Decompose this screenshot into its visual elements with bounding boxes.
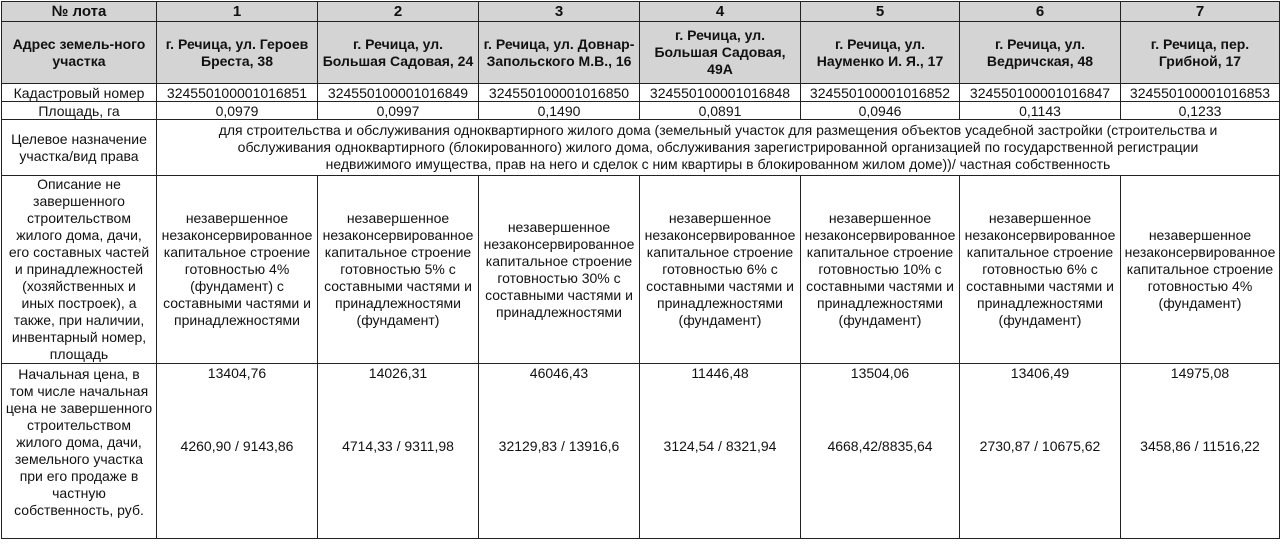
lot-cadastral: 324550100001016847	[960, 84, 1121, 102]
cadastral-row	[2, 84, 1280, 102]
lot-area: 0,1490	[479, 102, 640, 120]
lot-price-cell	[1121, 364, 1280, 539]
lot-description: незавершенное незаконсервированное капитальное строение готовностью 4% (фундамент) с составными частями и принадлежностями	[157, 176, 318, 364]
price-row	[2, 364, 1280, 539]
area-row	[2, 102, 1280, 120]
address-header: Адрес земель-ного участка	[2, 22, 157, 84]
lot-number-header: № лота	[2, 2, 157, 22]
address-row	[2, 22, 1280, 84]
lots-table	[1, 1, 1280, 539]
lot-area: 0,0946	[801, 102, 960, 120]
lot-area: 0,0979	[157, 102, 318, 120]
lot-area: 0,0891	[640, 102, 801, 120]
lot-price-total: 14975,08	[1170, 365, 1230, 381]
lot-address: г. Речица, ул. Большая Садовая, 49А	[640, 22, 801, 84]
lot-price-split: 2730,87 / 10675,62	[979, 438, 1101, 454]
lot-price-cell	[801, 364, 960, 539]
lot-address: г. Речица, ул. Довнар-Запольского М.В., 16	[479, 22, 640, 84]
lot-number: 6	[960, 2, 1121, 22]
lot-description: незавершенное незаконсервированное капитальное строение готовностью 6% с составными частями и принадлежностями (фундамент)	[960, 176, 1121, 364]
lot-description: незавершенное незаконсервированное капитальное строение готовностью 30% с составными частями и принадлежностями	[479, 176, 640, 364]
lot-description: незавершенное незаконсервированное капитальное строение готовностью 4% (фундамент)	[1121, 176, 1280, 364]
lot-number: 5	[801, 2, 960, 22]
lot-cadastral: 324550100001016853	[1121, 84, 1280, 102]
lot-number: 4	[640, 2, 801, 22]
lot-address: г. Речица, ул. Ведричская, 48	[960, 22, 1121, 84]
lot-price-total: 11446,48	[691, 365, 749, 381]
lot-number: 7	[1121, 2, 1280, 22]
lot-price-split: 3458,86 / 11516,22	[1140, 438, 1260, 454]
lot-price-cell	[960, 364, 1121, 539]
lot-price-cell	[318, 364, 479, 539]
lot-price-split: 4260,90 / 9143,86	[180, 438, 294, 454]
lot-cadastral: 324550100001016848	[640, 84, 801, 102]
lot-address: г. Речица, ул. Науменко И. Я., 17	[801, 22, 960, 84]
lot-price-cell	[640, 364, 801, 539]
lot-number-row	[2, 2, 1280, 22]
lot-address: г. Речица, ул. Большая Садовая, 24	[318, 22, 479, 84]
lot-cadastral: 324550100001016849	[318, 84, 479, 102]
lot-address: г. Речица, пер. Грибной, 17	[1121, 22, 1280, 84]
lot-price-total: 13504,06	[850, 365, 910, 381]
price-label: Начальная цена, в том числе начальная цена не завершенного строительством жилого дома, дачи, земельного участка при его продаже в частную собственность, руб.	[2, 364, 157, 539]
lot-description: незавершенное незаконсервированное капитальное строение готовностью 5% с составными частями и принадлежностями (фундамент)	[318, 176, 479, 364]
description-row	[2, 176, 1280, 364]
lot-number: 2	[318, 2, 479, 22]
lot-price-split: 4714,33 / 9311,98	[342, 438, 454, 454]
purpose-label: Целевое назначение участка/вид права	[2, 120, 157, 176]
lot-price-total: 13406,49	[1010, 365, 1070, 381]
lot-number: 1	[157, 2, 318, 22]
lot-area: 0,0997	[318, 102, 479, 120]
lot-price-split: 32129,83 / 13916,6	[498, 438, 620, 454]
lot-address: г. Речица, ул. Героев Бреста, 38	[157, 22, 318, 84]
lot-price-cell	[157, 364, 318, 539]
lot-price-split: 4668,42/8835,64	[827, 438, 933, 454]
lot-cadastral: 324550100001016852	[801, 84, 960, 102]
purpose-text: для строительства и обслуживания одноквартирного жилого дома (земельный участок для размещения объектов усадебной застройки (строительства и обслуживания одноквартирного (блокированного) жилого дома, обслуживания зарегистрированной организацией по государственной регистрации недвижимого имущества, прав на него и сделок с ним квартиры в блокированном жилом доме))/ частная собственность	[157, 120, 1280, 176]
lot-cadastral: 324550100001016850	[479, 84, 640, 102]
lot-price-total: 13404,76	[207, 365, 267, 381]
lot-area: 0,1143	[960, 102, 1121, 120]
lot-price-total: 46046,43	[529, 365, 589, 381]
lot-cadastral: 324550100001016851	[157, 84, 318, 102]
lot-description: незавершенное незаконсервированное капитальное строение готовностью 10% с составными частями и принадлежностями (фундамент)	[801, 176, 960, 364]
purpose-row	[2, 120, 1280, 176]
description-label: Описание не завершенного строительством жилого дома, дачи, его составных частей и принадлежностей (хозяйственных и иных построек), а также, при наличии, инвентарный номер, площадь	[2, 176, 157, 364]
lot-price-cell	[479, 364, 640, 539]
lot-price-total: 14026,31	[368, 365, 428, 381]
lot-description: незавершенное незаконсервированное капитальное строение готовностью 6% с составными частями и принадлежностями (фундамент)	[640, 176, 801, 364]
lot-price-split: 3124,54 / 8321,94	[663, 438, 777, 454]
cadastral-label: Кадастровый номер	[2, 84, 157, 102]
area-label: Площадь, га	[2, 102, 157, 120]
lot-number: 3	[479, 2, 640, 22]
lot-area: 0,1233	[1121, 102, 1280, 120]
